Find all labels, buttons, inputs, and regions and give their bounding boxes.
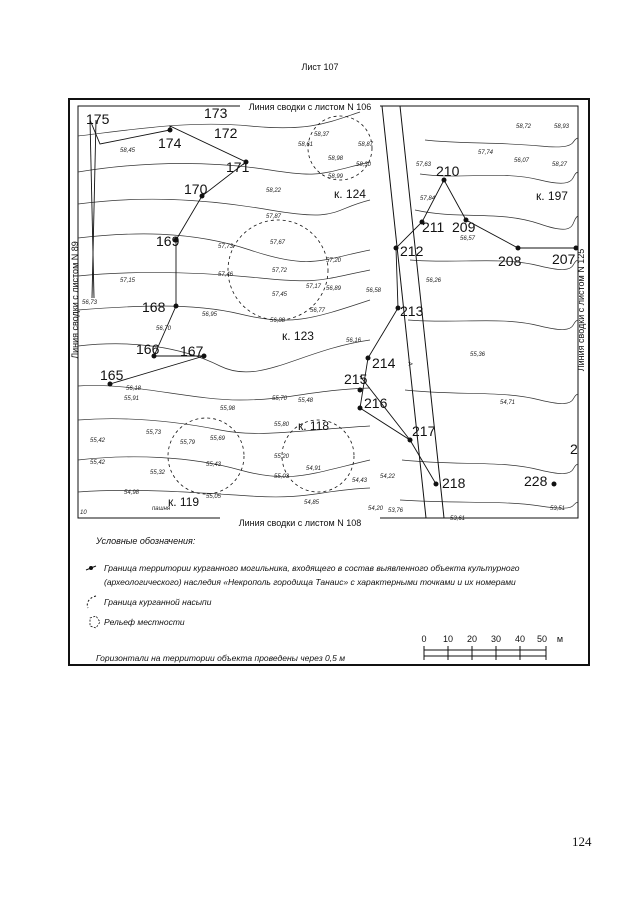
point-dot-208: [516, 246, 521, 251]
elevation-mark: 53,61: [450, 516, 466, 522]
scale-tick-label: 20: [466, 634, 478, 644]
elevation-mark: 54,91: [306, 466, 322, 472]
point-label-171: 171: [226, 159, 250, 175]
sheet-title: Лист 107: [301, 62, 339, 72]
road-arrow-label: А: [406, 361, 413, 367]
elevation-mark: 57,15: [120, 278, 136, 284]
elevation-mark: 57,84: [420, 196, 436, 202]
contour-line: [78, 488, 370, 497]
point-label-213: 213: [400, 303, 424, 319]
scale-tick-label: 30: [490, 634, 502, 644]
point-label-217: 217: [412, 423, 436, 439]
elevation-mark: 56,16: [346, 338, 362, 344]
mound-label-119: к. 119: [168, 495, 200, 509]
elevation-mark: 54,85: [304, 500, 320, 506]
legend-relief-symbol: [90, 616, 100, 628]
elevation-mark: 55,42: [90, 460, 106, 466]
scale-bar: [421, 634, 563, 660]
left-frame-label: Линия сводки с листом N 89: [70, 241, 80, 359]
elevation-mark: 55,73: [146, 430, 162, 436]
point-label-215: 215: [344, 371, 368, 387]
elevation-mark: 56,73: [82, 300, 98, 306]
elevation-mark: 58,87: [358, 142, 374, 148]
elevation-mark: 53,51: [550, 506, 566, 512]
point-dot-215: [358, 388, 363, 393]
point-label-175: 175: [86, 111, 110, 127]
elevation-mark: 55,43: [206, 462, 222, 468]
scale-unit-label: м: [556, 634, 564, 644]
scale-tick-label: 40: [514, 634, 526, 644]
elevation-mark: 56,26: [426, 278, 442, 284]
point-dot-214: [366, 356, 371, 361]
elevation-mark: 58,61: [298, 142, 314, 148]
elevation-mark: 57,45: [272, 292, 288, 298]
point-label-209: 209: [452, 219, 476, 235]
elevation-mark: 55,91: [124, 396, 140, 402]
elevation-mark: 55,05: [206, 494, 222, 500]
point-label-173: 173: [204, 105, 228, 121]
elevation-mark: 53,76: [388, 508, 404, 514]
point-label-216: 216: [364, 395, 388, 411]
scale-tick-label: 50: [536, 634, 548, 644]
point-label-218: 218: [442, 475, 466, 491]
mound-label-124: к. 124: [334, 187, 366, 201]
point-label-211: 211: [422, 219, 445, 235]
scale-tick-label: 0: [421, 634, 427, 644]
point-label-166: 166: [136, 341, 160, 357]
right-frame-label: Линия сводки с листом N 125: [576, 248, 586, 372]
elevation-mark: 55,69: [210, 436, 226, 442]
elevation-mark: 58,98: [328, 156, 344, 162]
mound-circle-124: [308, 116, 372, 180]
point-label-208: 208: [498, 253, 522, 269]
elevation-mark: 54,20: [368, 506, 384, 512]
mound-circle-119: [168, 418, 244, 494]
page-number: 124: [572, 834, 592, 849]
elevation-mark: 55,98: [220, 406, 236, 412]
contour-line: [78, 385, 370, 400]
elevation-mark: 54,98: [124, 490, 140, 496]
bottom-frame-label: Линия сводки с листом N 108: [238, 518, 362, 528]
point-label-207: 207: [552, 251, 576, 267]
elevation-mark: 57,63: [416, 162, 432, 168]
elevation-mark: 54,22: [380, 474, 396, 480]
elevation-mark: 58,93: [554, 124, 570, 130]
elevation-mark: 56,88: [270, 318, 286, 324]
legend-item-boundary-line2: (археологического) наследия «Некрополь городища Танаис» с характерными точками и их номерами: [104, 577, 516, 587]
elevation-mark: 54,71: [500, 400, 516, 406]
elevation-mark: 56,89: [326, 286, 342, 292]
elevation-mark: 58,22: [266, 188, 282, 194]
point-label-167: 167: [180, 343, 204, 359]
point-dot-228: [552, 482, 557, 487]
elevation-mark: 57,87: [266, 214, 282, 220]
elevation-mark: 57,20: [326, 258, 342, 264]
contour-interval-note: Горизонтали на территории объекта проведены через 0,5 м: [96, 653, 346, 663]
point-dot-212: [394, 246, 399, 251]
mound-label-123: к. 123: [282, 329, 314, 343]
elevation-mark: 56,58: [366, 288, 382, 294]
elevation-mark: 54,43: [352, 478, 368, 484]
point-label-210: 210: [436, 163, 460, 179]
contour-line: [78, 300, 370, 320]
point-label-2: 2: [570, 441, 578, 457]
contour-line: [78, 162, 370, 174]
elevation-mark: 58,37: [314, 132, 330, 138]
elevation-mark: 57,72: [272, 268, 288, 274]
elevation-mark: 57,74: [478, 150, 494, 156]
elevation-mark: 55,03: [274, 474, 290, 480]
elevation-mark: 57,46: [218, 272, 234, 278]
point-label-170: 170: [184, 181, 208, 197]
legend-title: Условные обозначения:: [96, 536, 196, 546]
mound-label-197: к. 197: [536, 189, 568, 203]
contour-line: [78, 457, 370, 477]
point-label-174: 174: [158, 135, 182, 151]
elevation-mark: 55,36: [470, 352, 486, 358]
elevation-mark: 56,18: [126, 386, 142, 392]
elevation-mark: 55,79: [180, 440, 196, 446]
corner-label: 10: [80, 510, 87, 516]
top-frame-label: Линия сводки с листом N 106: [248, 102, 372, 112]
legend-mound-symbol: [87, 596, 96, 608]
point-dot-218: [434, 482, 439, 487]
elevation-mark: 57,67: [270, 240, 286, 246]
elevation-mark: 55,80: [274, 422, 290, 428]
elevation-mark: 56,07: [514, 158, 530, 164]
elevation-mark: 55,32: [150, 470, 166, 476]
point-label-172: 172: [214, 125, 238, 141]
elevation-mark: 55,20: [274, 454, 290, 460]
contour-line: [425, 138, 578, 147]
contour-line: [408, 320, 578, 330]
elevation-mark: 56,77: [310, 308, 326, 314]
legend-item-relief: Рельеф местности: [104, 617, 185, 627]
point-dot-216: [358, 406, 363, 411]
elevation-marks: [82, 124, 570, 522]
point-label-168: 168: [142, 299, 166, 315]
legend-point-dot: [89, 566, 93, 570]
elevation-mark: 56,57: [460, 236, 476, 242]
elevation-mark: 58,45: [120, 148, 136, 154]
point-label-214: 214: [372, 355, 396, 371]
point-label-228: 228: [524, 473, 548, 489]
elevation-mark: 58,27: [552, 162, 568, 168]
elevation-mark: 58,99: [328, 174, 344, 180]
point-label-212: 212: [400, 243, 424, 259]
legend-symbols: [86, 566, 100, 628]
elevation-mark: 58,30: [356, 162, 372, 168]
legend-item-boundary-line1: Граница территории курганного могильника, входящего в состав выявленного объекта культурного: [104, 563, 520, 573]
scale-tick-label: 10: [442, 634, 454, 644]
elevation-mark: 56,95: [202, 312, 218, 318]
elevation-mark: 56,70: [156, 326, 172, 332]
point-label-169: 169: [156, 233, 180, 249]
elevation-mark: 57,73: [218, 244, 234, 250]
point-dot-168: [174, 304, 179, 309]
elevation-mark: 55,48: [298, 398, 314, 404]
pashnya-label: пашня: [152, 506, 171, 512]
legend-item-mound: Граница курганной насыпи: [104, 597, 212, 607]
boundary-dots: [108, 128, 579, 487]
elevation-mark: 57,17: [306, 284, 322, 290]
contour-line: [78, 199, 370, 215]
point-label-165: 165: [100, 367, 124, 383]
mound-label-118: к. 118: [298, 419, 330, 433]
mound-boundaries: [168, 116, 372, 494]
elevation-mark: 55,42: [90, 438, 106, 444]
elevation-mark: 55,70: [272, 396, 288, 402]
elevation-mark: 58,72: [516, 124, 532, 130]
point-dot-174: [168, 128, 173, 133]
